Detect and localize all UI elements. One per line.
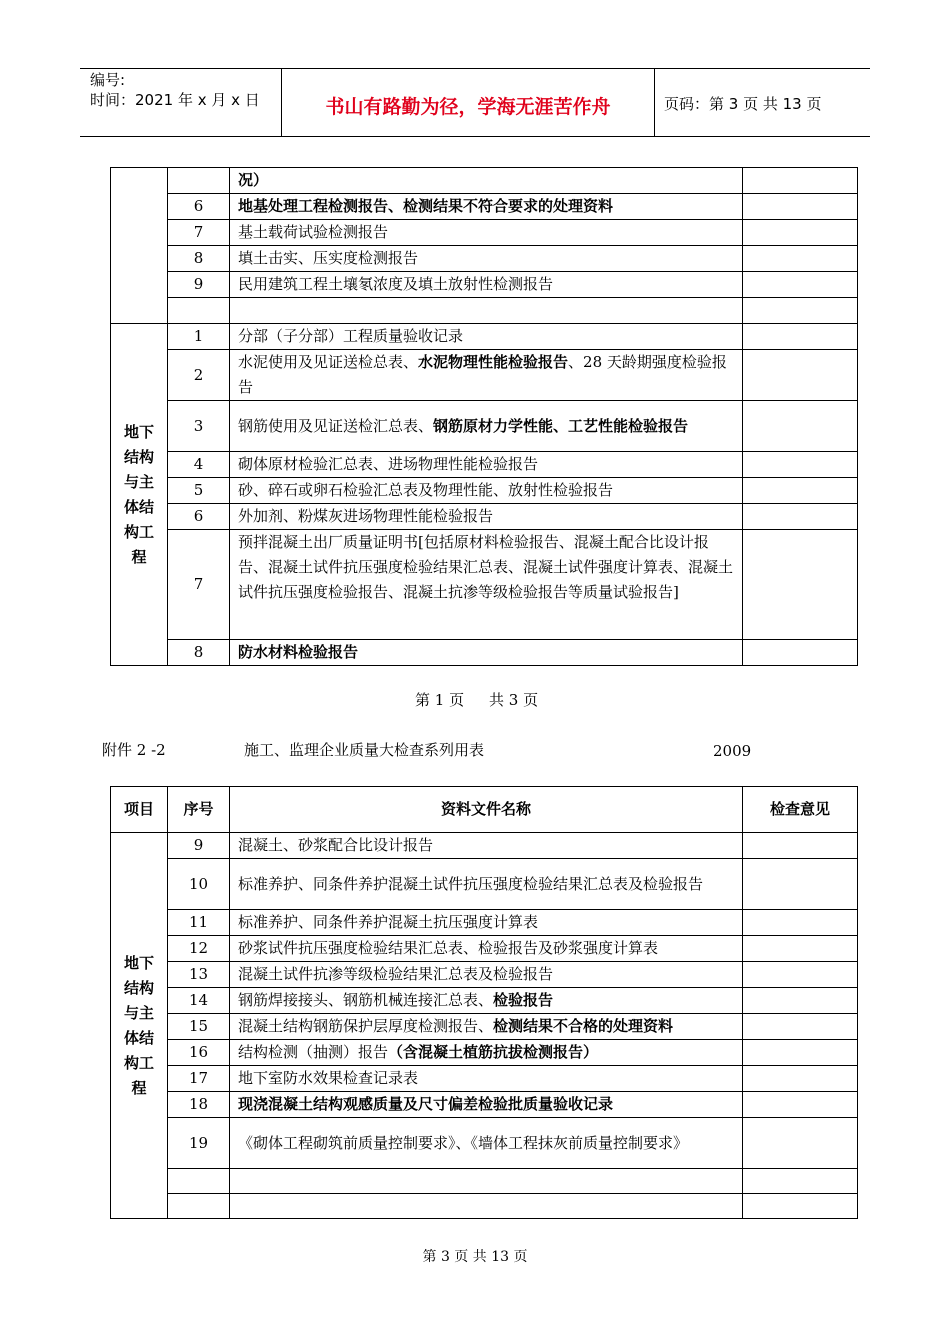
header-page-label: 页码：第 3 页 共 13 页 <box>664 95 822 113</box>
row-number: 6 <box>168 504 230 530</box>
check-opinion-cell[interactable] <box>743 1040 858 1066</box>
row-number: 9 <box>168 833 230 859</box>
check-opinion-cell[interactable] <box>743 504 858 530</box>
check-opinion-cell[interactable] <box>743 298 858 324</box>
check-opinion-cell[interactable] <box>743 401 858 452</box>
header-motto: 书山有路勤为径，学海无涯苦作舟 <box>325 96 611 118</box>
check-opinion-cell[interactable] <box>743 530 858 640</box>
check-opinion-cell[interactable] <box>743 324 858 350</box>
row-number: 5 <box>168 478 230 504</box>
row-number: 3 <box>168 401 230 452</box>
table-row-empty <box>111 298 858 324</box>
check-opinion-cell[interactable] <box>743 1118 858 1169</box>
table-row <box>111 324 858 350</box>
section-page-total: 共 3 页 <box>489 691 539 709</box>
project-name: 地下结构与主体结构工程 <box>111 324 168 666</box>
table-row <box>111 401 858 452</box>
section-page-number: 第 1 页 <box>415 691 465 709</box>
project-cell-blank <box>111 168 168 324</box>
column-header-document-name: 资料文件名称 <box>230 787 743 833</box>
check-opinion-cell[interactable] <box>743 478 858 504</box>
check-opinion-cell[interactable] <box>743 833 858 859</box>
check-opinion-cell[interactable] <box>743 936 858 962</box>
table-row <box>111 1092 858 1118</box>
document-name: 水泥使用及见证送检总表、水泥物理性能检验报告、28 天龄期强度检验报告 <box>230 350 743 401</box>
row-number: 12 <box>168 936 230 962</box>
row-number: 4 <box>168 452 230 478</box>
check-opinion-cell[interactable] <box>743 1066 858 1092</box>
document-name: 防水材料检验报告 <box>230 640 743 666</box>
table-row <box>111 246 858 272</box>
checklist-table <box>110 786 858 1219</box>
table-row-empty <box>111 1194 858 1219</box>
check-opinion-cell[interactable] <box>743 452 858 478</box>
document-name: 标准养护、同条件养护混凝土试件抗压强度检验结果汇总表及检验报告 <box>230 859 743 910</box>
document-name: 砂、碎石或卵石检验汇总表及物理性能、放射性检验报告 <box>230 478 743 504</box>
table-header-row <box>111 787 858 833</box>
row-number: 13 <box>168 962 230 988</box>
document-name: 标准养护、同条件养护混凝土抗压强度计算表 <box>230 910 743 936</box>
page-footer: 第 3 页 共 13 页 <box>422 1249 528 1265</box>
row-number: 8 <box>168 246 230 272</box>
table-row <box>111 833 858 859</box>
check-opinion-cell[interactable] <box>743 194 858 220</box>
check-opinion-cell[interactable] <box>743 350 858 401</box>
table-row <box>111 272 858 298</box>
table-row <box>111 350 858 401</box>
check-opinion-cell[interactable] <box>743 246 858 272</box>
table-row <box>111 859 858 910</box>
document-name: 结构检测（抽测）报告（含混凝土植筋抗拔检测报告） <box>230 1040 743 1066</box>
row-number: 6 <box>168 194 230 220</box>
column-header-number: 序号 <box>168 787 230 833</box>
header-top-rule <box>80 68 870 69</box>
attachment-label: 附件 2 -2 <box>102 741 166 759</box>
header-bottom-rule <box>80 136 870 137</box>
row-number: 18 <box>168 1092 230 1118</box>
check-opinion-cell[interactable] <box>743 640 858 666</box>
table-row <box>111 1066 858 1092</box>
table-row <box>111 936 858 962</box>
document-name: 混凝土结构钢筋保护层厚度检测报告、检测结果不合格的处理资料 <box>230 1014 743 1040</box>
document-name: 外加剂、粉煤灰进场物理性能检验报告 <box>230 504 743 530</box>
document-name: 地下室防水效果检查记录表 <box>230 1066 743 1092</box>
table-row-empty <box>111 1169 858 1194</box>
table-row <box>111 504 858 530</box>
document-name: 民用建筑工程土壤氡浓度及填土放射性检测报告 <box>230 272 743 298</box>
document-name: 钢筋使用及见证送检汇总表、钢筋原材力学性能、工艺性能检验报告 <box>230 401 743 452</box>
table-row <box>111 962 858 988</box>
column-header-check-opinion: 检查意见 <box>743 787 858 833</box>
document-name: 地基处理工程检测报告、检测结果不符合要求的处理资料 <box>230 194 743 220</box>
table-row <box>111 452 858 478</box>
document-name: 分部（子分部）工程质量验收记录 <box>230 324 743 350</box>
document-name: 况） <box>230 168 743 194</box>
row-number: 2 <box>168 350 230 401</box>
check-opinion-cell[interactable] <box>743 1092 858 1118</box>
row-number: 14 <box>168 988 230 1014</box>
row-number <box>168 168 230 194</box>
check-opinion-cell[interactable] <box>743 962 858 988</box>
document-name: 基土载荷试验检测报告 <box>230 220 743 246</box>
checklist-table-continued <box>110 167 858 666</box>
table-row <box>111 640 858 666</box>
document-name: 混凝土试件抗渗等级检验结果汇总表及检验报告 <box>230 962 743 988</box>
document-name: 钢筋焊接接头、钢筋机械连接汇总表、检验报告 <box>230 988 743 1014</box>
row-number: 11 <box>168 910 230 936</box>
table-row <box>111 1118 858 1169</box>
table-row <box>111 220 858 246</box>
check-opinion-cell[interactable] <box>743 220 858 246</box>
check-opinion-cell[interactable] <box>743 1169 858 1194</box>
attachment-year: 2009 <box>713 742 752 760</box>
check-opinion-cell[interactable] <box>743 910 858 936</box>
check-opinion-cell[interactable] <box>743 1014 858 1040</box>
check-opinion-cell[interactable] <box>743 859 858 910</box>
row-number: 9 <box>168 272 230 298</box>
document-name: 预拌混凝土出厂质量证明书[包括原材料检验报告、混凝土配合比设计报告、混凝土试件抗压强度检验结果汇总表、混凝土试件强度计算表、混凝土试件抗压强度检验报告、混凝土抗渗等级检验报告等质量试验报告] <box>230 530 743 640</box>
header-code-label: 编号: <box>90 71 126 89</box>
check-opinion-cell[interactable] <box>743 988 858 1014</box>
row-number: 15 <box>168 1014 230 1040</box>
table-row <box>111 910 858 936</box>
row-number: 17 <box>168 1066 230 1092</box>
row-number: 19 <box>168 1118 230 1169</box>
row-number: 7 <box>168 530 230 640</box>
table-row <box>111 1014 858 1040</box>
document-name: 现浇混凝土结构观感质量及尺寸偏差检验批质量验收记录 <box>230 1092 743 1118</box>
check-opinion-cell[interactable] <box>743 272 858 298</box>
table-row <box>111 530 858 640</box>
document-name: 《砌体工程砌筑前质量控制要求》、《墙体工程抹灰前质量控制要求》 <box>230 1118 743 1169</box>
table-row <box>111 1040 858 1066</box>
row-number: 1 <box>168 324 230 350</box>
document-name: 填土击实、压实度检测报告 <box>230 246 743 272</box>
attachment-title: 施工、监理企业质量大检查系列用表 <box>244 741 485 759</box>
check-opinion-cell[interactable] <box>743 168 858 194</box>
table-row <box>111 194 858 220</box>
column-header-project: 项目 <box>111 787 168 833</box>
row-number: 10 <box>168 859 230 910</box>
table-row <box>111 988 858 1014</box>
row-number: 7 <box>168 220 230 246</box>
document-name: 砂浆试件抗压强度检验结果汇总表、检验报告及砂浆强度计算表 <box>230 936 743 962</box>
table-row <box>111 478 858 504</box>
header-divider-right <box>654 68 655 136</box>
row-number: 8 <box>168 640 230 666</box>
row-number: 16 <box>168 1040 230 1066</box>
document-name: 砌体原材检验汇总表、进场物理性能检验报告 <box>230 452 743 478</box>
project-name: 地下结构与主体结构工程 <box>111 833 168 1219</box>
table-row <box>111 168 858 194</box>
header-time-label: 时间：2021 年 x 月 x 日 <box>90 91 260 109</box>
document-name: 混凝土、砂浆配合比设计报告 <box>230 833 743 859</box>
check-opinion-cell[interactable] <box>743 1194 858 1219</box>
